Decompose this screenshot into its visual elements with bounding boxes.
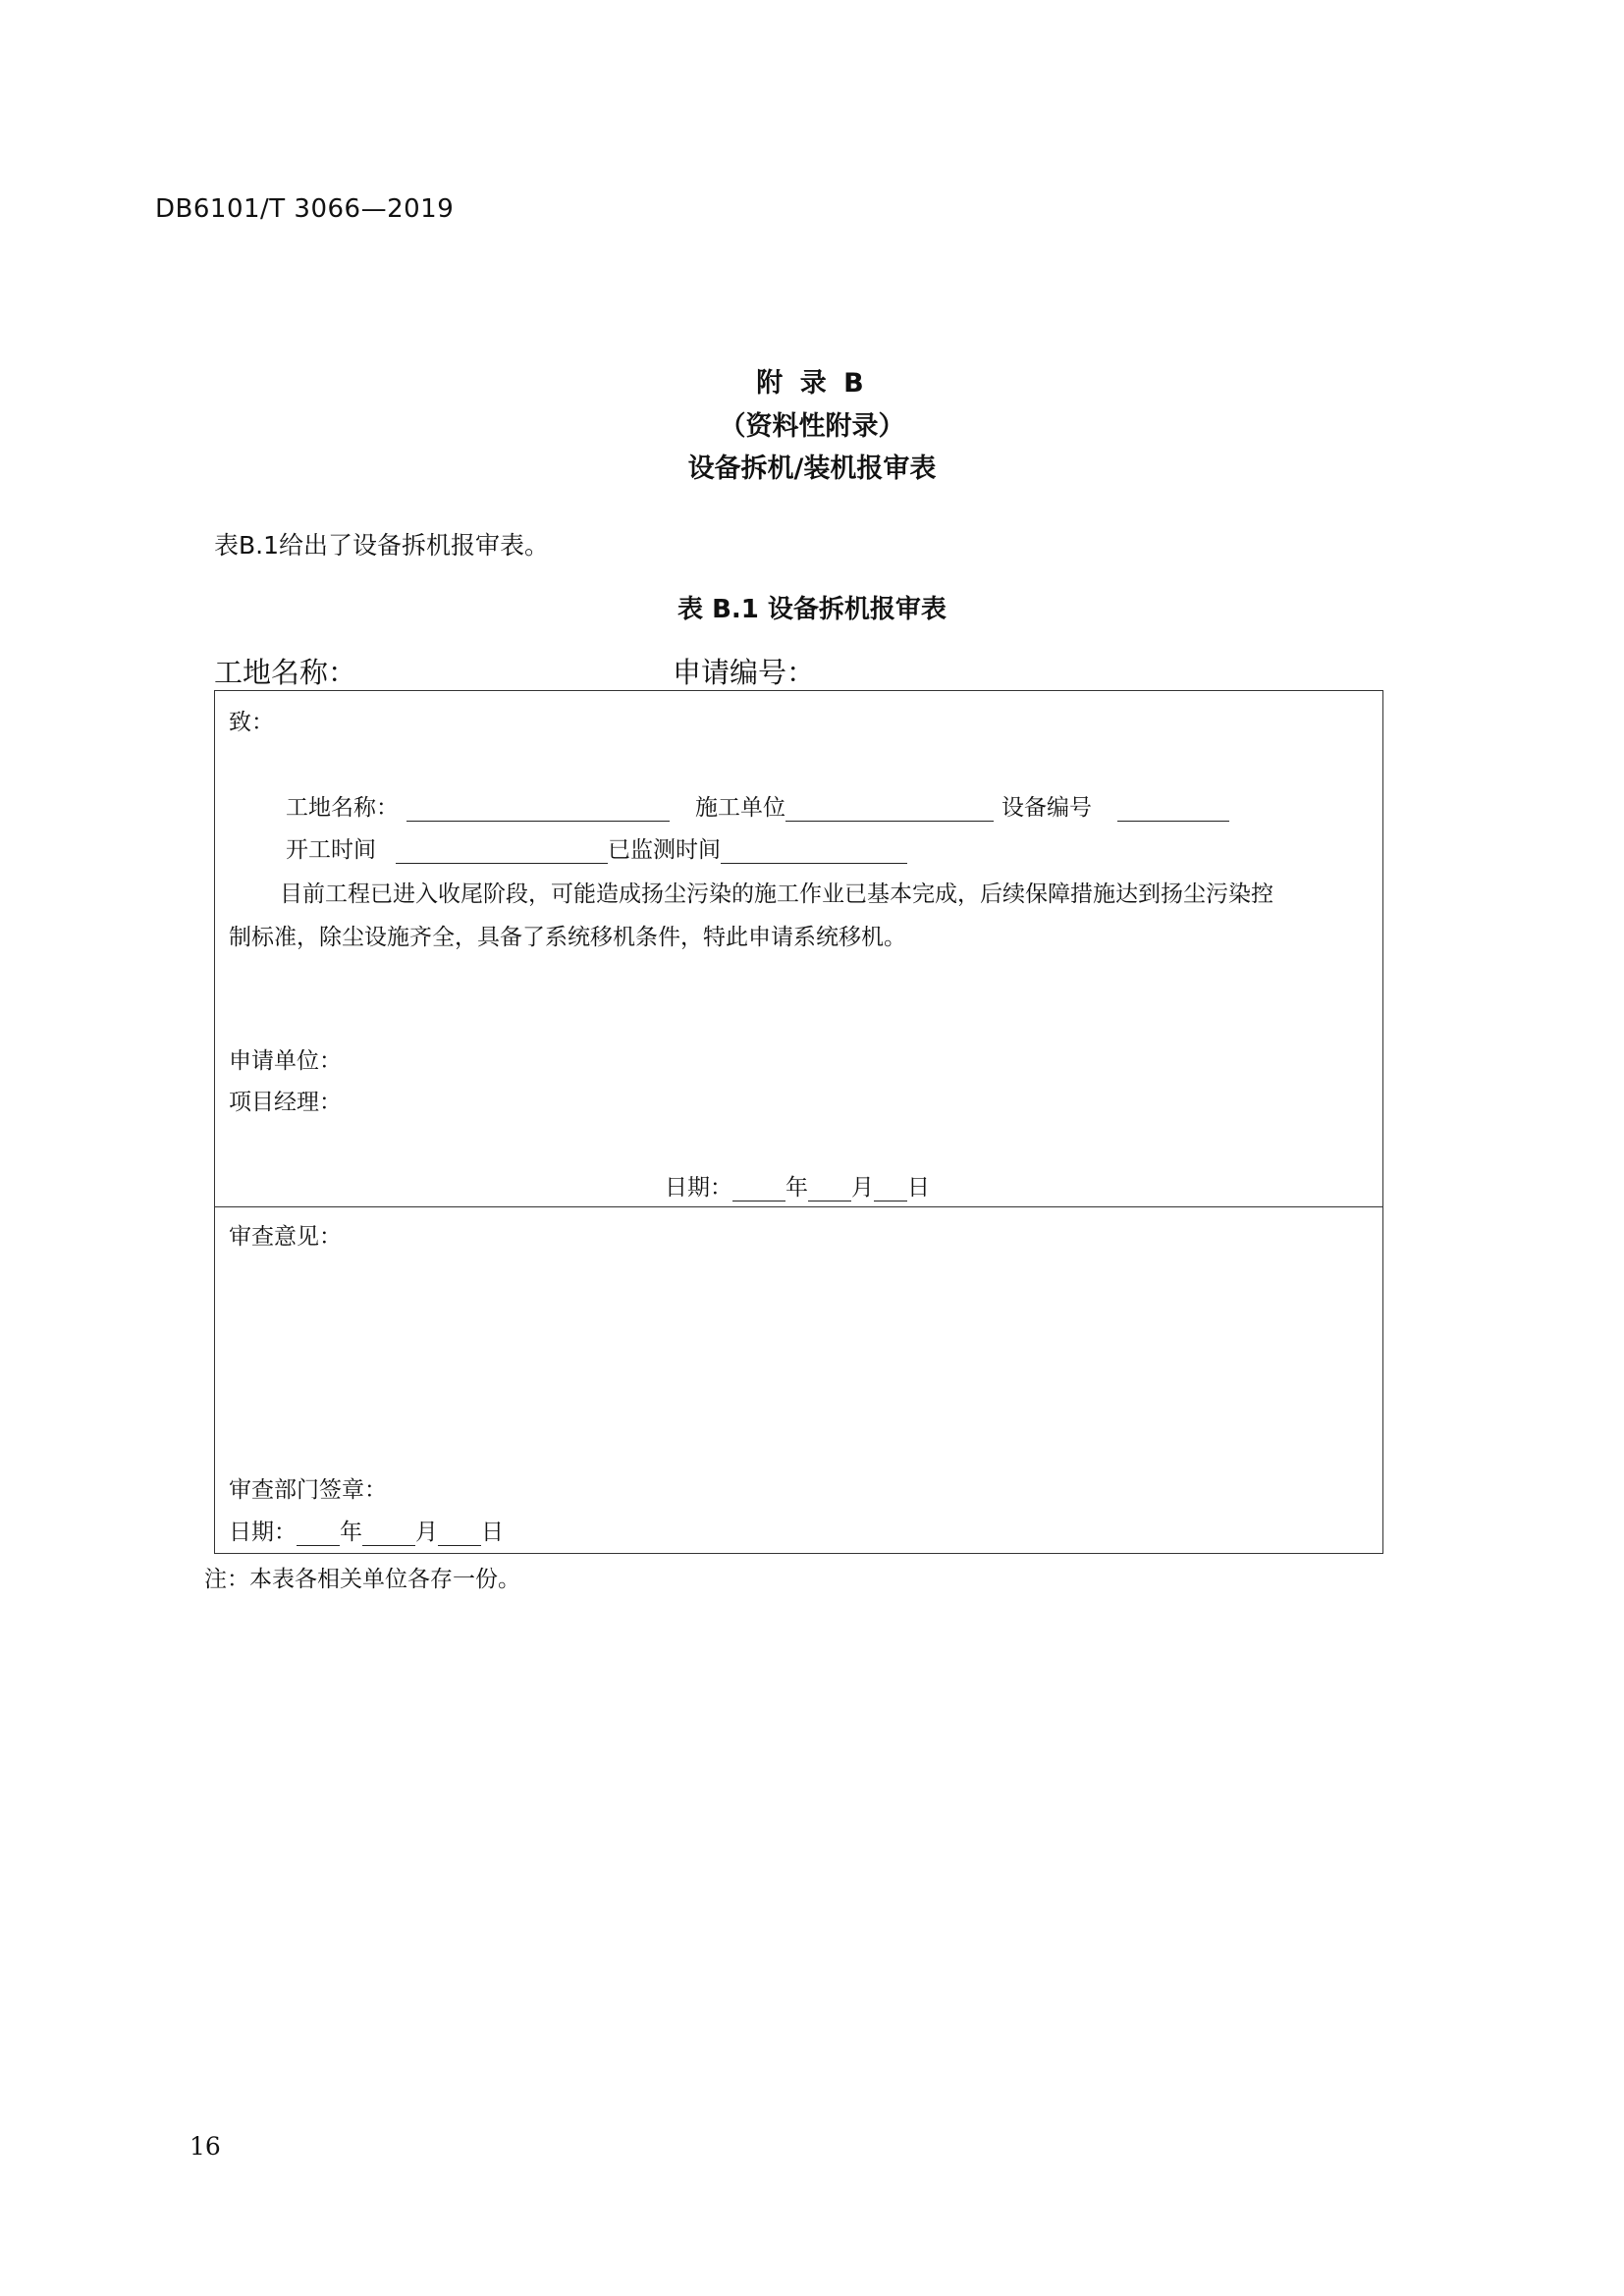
- form-row-site: [286, 789, 1229, 822]
- to-label: 致：: [229, 710, 274, 735]
- review-date-label: 日期：: [229, 1520, 297, 1545]
- appendix-subtitle: （资料性附录）: [719, 411, 905, 442]
- body-line-1: 目前工程已进入收尾阶段，可能造成扬尘污染的施工作业已基本完成，后续保障措施达到扬尘污染控: [280, 881, 1273, 907]
- review-day-field[interactable]: [438, 1522, 481, 1546]
- page-number: 16: [189, 2132, 221, 2161]
- equipment-no-label: 设备编号: [1001, 795, 1092, 821]
- equipment-no-field[interactable]: [1117, 797, 1229, 822]
- apply-day-field[interactable]: [874, 1177, 907, 1201]
- intro-text: 表B.1给出了设备拆机报审表。: [214, 531, 550, 560]
- application-no-field[interactable]: [815, 661, 1219, 691]
- review-day-label: 日: [481, 1520, 504, 1545]
- monitored-time-field[interactable]: [721, 839, 907, 864]
- review-dept-label: 审查部门签章：: [229, 1477, 387, 1503]
- body-line-2: 制标准，除尘设施齐全，具备了系统移机条件，特此申请系统移机。: [229, 925, 906, 950]
- review-opinion-label: 审查意见：: [229, 1224, 342, 1250]
- application-no-label: 申请编号：: [673, 656, 816, 689]
- apply-year-field[interactable]: [732, 1177, 785, 1201]
- site-name-field[interactable]: [356, 661, 673, 691]
- construction-unit-field[interactable]: [785, 797, 994, 822]
- manager-label: 项目经理：: [229, 1090, 342, 1115]
- apply-month-field[interactable]: [808, 1177, 851, 1201]
- construction-unit-label: 施工单位: [695, 795, 785, 821]
- start-time-label: 开工时间: [286, 837, 376, 863]
- form-row-time: [286, 831, 907, 864]
- form-divider: [215, 1206, 1382, 1207]
- appendix-name: 设备拆机/装机报审表: [687, 454, 937, 484]
- standard-code: DB6101/T 3066—2019: [155, 194, 455, 224]
- review-year-field[interactable]: [297, 1522, 340, 1546]
- start-time-field[interactable]: [396, 839, 608, 864]
- form-site-name-label: 工地名称：: [286, 795, 399, 821]
- review-month-field[interactable]: [362, 1522, 415, 1546]
- form-site-name-field[interactable]: [406, 797, 670, 822]
- apply-date-label: 日期：: [665, 1175, 732, 1201]
- applicant-label: 申请单位：: [229, 1048, 342, 1074]
- appendix-title: 附 录 B: [756, 368, 868, 399]
- form-header-line: [214, 651, 1219, 691]
- review-year-label: 年: [340, 1520, 362, 1545]
- apply-month-label: 月: [851, 1175, 874, 1201]
- table-note: 注：本表各相关单位各存一份。: [204, 1567, 520, 1592]
- apply-date: [665, 1169, 930, 1201]
- site-name-label: 工地名称：: [214, 656, 357, 689]
- review-date: [229, 1514, 504, 1546]
- apply-day-label: 日: [907, 1175, 930, 1201]
- table-caption: 表 B.1 设备拆机报审表: [677, 595, 947, 624]
- monitored-time-label: 已监测时间: [608, 837, 721, 863]
- application-form: [214, 690, 1383, 1554]
- review-month-label: 月: [415, 1520, 438, 1545]
- apply-year-label: 年: [785, 1175, 808, 1201]
